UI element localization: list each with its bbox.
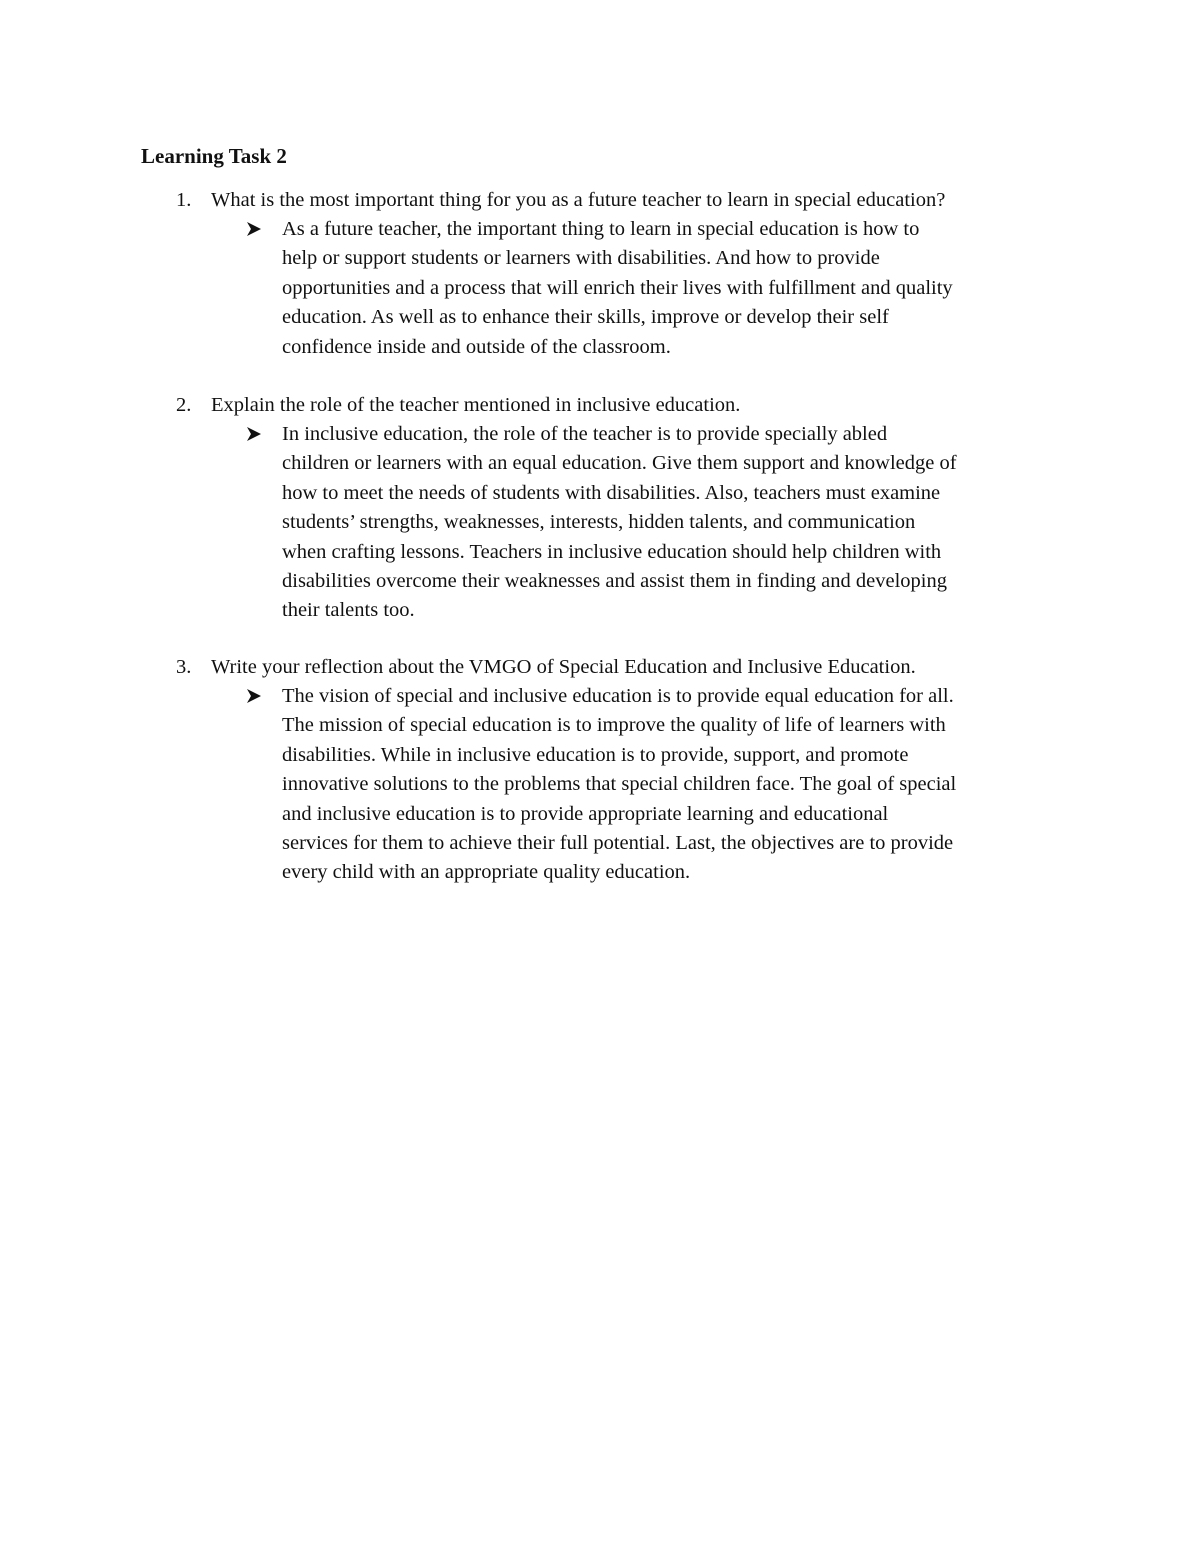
page-title: Learning Task 2	[141, 144, 287, 168]
answer-line: The vision of special and inclusive education is to provide equal education for all.	[282, 685, 954, 707]
answer-line: education. As well as to enhance their skills, improve or develop their self	[282, 306, 889, 329]
answer-line: As a future teacher, the important thing to learn in special education is how to	[282, 218, 920, 240]
question-text: Write your reflection about the VMGO of Special Education and Inclusive Education.	[211, 656, 916, 678]
answer-line: children or learners with an equal education. Give them support and knowledge of	[282, 452, 957, 475]
answer-line: disabilities overcome their weaknesses and assist them in finding and developing	[282, 570, 947, 593]
question-number: 3.	[176, 656, 192, 678]
answer-line: services for them to achieve their full potential. Last, the objectives are to provide	[282, 832, 954, 855]
arrowhead-bullet-icon	[246, 420, 268, 449]
answer-line: innovative solutions to the problems that special children face. The goal of special	[282, 773, 957, 796]
answer-text	[282, 682, 1072, 888]
answer-line: when crafting lessons. Teachers in inclusive education should help children with	[282, 540, 942, 563]
answer-line: help or support students or learners with disabilities. And how to provide	[282, 247, 880, 270]
answer-line: The mission of special education is to improve the quality of life of learners with	[282, 714, 946, 737]
answer-line: disabilities. While in inclusive education is to provide, support, and promote	[282, 743, 909, 766]
question-text: What is the most important thing for you as a future teacher to learn in special education?	[211, 189, 946, 211]
question-number: 2.	[176, 394, 192, 416]
answer-text	[282, 420, 1072, 626]
answer-line: every child with an appropriate quality education.	[282, 861, 691, 884]
answer-line: opportunities and a process that will enrich their lives with fulfillment and quality	[282, 276, 953, 299]
answer-line: their talents too.	[282, 599, 415, 622]
question-number: 1.	[176, 189, 192, 211]
answer-line: confidence inside and outside of the classroom.	[282, 335, 671, 358]
answer-line: In inclusive education, the role of the teacher is to provide specially abled	[282, 423, 888, 445]
answer-text	[282, 215, 1072, 362]
answer-line: students’ strengths, weaknesses, interests, hidden talents, and communication	[282, 511, 916, 534]
arrowhead-bullet-icon	[246, 215, 268, 244]
arrowhead-bullet-icon	[246, 682, 268, 711]
question-text: Explain the role of the teacher mentioned in inclusive education.	[211, 394, 741, 416]
answer-line: how to meet the needs of students with disabilities. Also, teachers must examine	[282, 481, 941, 504]
answer-line: and inclusive education is to provide appropriate learning and educational	[282, 802, 889, 825]
